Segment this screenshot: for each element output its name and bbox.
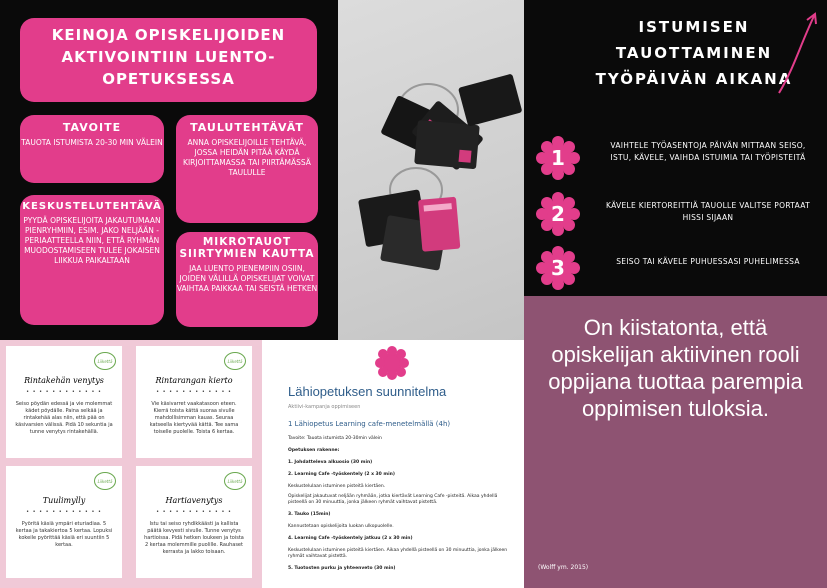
document-line: 2. Learning Cafe -työskentely (2 x 30 min) — [288, 472, 395, 477]
discussion-task-box — [20, 195, 164, 325]
stretch-cards — [0, 340, 262, 588]
goal-text: TAUOTA ISTUMISTA 20-30 MIN VÄLEIN — [21, 138, 163, 147]
quote-panel — [524, 296, 827, 588]
card-deck-illustration — [338, 0, 524, 340]
card-text: Vie käsivarret vaakatasoon eteen. Kierrä toista kättä suoraa sivulle mahdollisimman kauas. Seuraa katseella kiertyvää kättä. Tee sama toiselle puolelle. Toista 6 kertaa. — [149, 401, 239, 435]
micro-text: JAA LUENTO PIENEMPIIN OSIIN, JOIDEN VÄLILLÄ OPISKELIJAT VOIVAT VAIHTAA PAIKKAA TAI SEISTÄ HETKEN — [176, 264, 318, 293]
card-deck-photo — [338, 0, 524, 340]
micro-break-box — [176, 232, 318, 327]
flower-badge-3 — [536, 246, 580, 290]
flower-badge-1 — [536, 136, 580, 180]
document-line: Opetuksen rakenne: — [288, 448, 340, 453]
card-title: Rintakehän venytys — [24, 376, 104, 385]
document-line: 5. Tuotosten purku ja yhteenveto (30 min) — [288, 566, 396, 571]
discussion-heading: KESKUSTELUTEHTÄVÄ — [22, 201, 162, 212]
goal-box — [20, 115, 164, 183]
card-text: Pyöritä käsiä ympäri eturiadiaa. 5 kertaa ja takakiertoa 5 kertaa. Lopuksi kokeile pyörittää käsiä eri suuntiin 5 kertaa. — [15, 521, 113, 548]
sitting-poster-title: ISTUMISEN TAUOTTAMINEN TYÖPÄIVÄN AIKANA — [595, 18, 793, 88]
tip-number: 2 — [551, 202, 565, 226]
card-logo: Liikettä — [94, 472, 116, 490]
goal-heading: TAVOITE — [62, 121, 122, 134]
card-title: Hartiavenytys — [165, 496, 223, 505]
discussion-text: PYYDÄ OPISKELIJOITA JAKAUTUMAAN PIENRYHMIIN, ESIM. JAKO NELJÄÄN -PERIAATTEELLA NIIN, ETTÄ RYHMÄN MUODOSTAMISEEN TULEE JOKAISEN LIIKKUA PAIKALTAAN — [23, 216, 161, 265]
divider: • • • • • • • • • • • • — [26, 509, 102, 515]
stretch-card — [136, 466, 252, 578]
tip-text: KÄVELE KIERTOREITTIÄ TAUOLLE VALITSE PORTAAT HISSI SIJAAN — [606, 201, 810, 222]
flower-logo-icon — [375, 346, 409, 380]
poster-title-box — [20, 18, 317, 102]
card-logo: Liikettä — [224, 472, 246, 490]
board-text: ANNA OPISKELIJOILLE TEHTÄVÄ, JOSSA HEIDÄN PITÄÄ KÄYDÄ KIRJOITTAMASSA TAI PIIRTÄMÄSSÄ TAULULLE — [183, 138, 311, 177]
divider: • • • • • • • • • • • • — [26, 389, 102, 395]
micro-heading: MIKROTAUOT SIIRTYMIEN KAUTTA — [179, 236, 315, 260]
poster-title: KEINOJA OPISKELIJOIDEN AKTIVOINTIIN LUENTO-OPETUKSESSA — [51, 26, 286, 88]
document-line: 4. Learning Cafe -työskentely jatkuu (2 x 30 min) — [288, 536, 413, 541]
lesson-plan-document — [262, 340, 524, 588]
flower-badge-2 — [536, 192, 580, 236]
card-text: Seiso pöydän edessä ja vie molemmat kädet pöydälle. Paina selkää ja rintakehää alas niin, että pää on käsivarsien välissä. Pidä 10 sekuntia ja tunne venytys rintakehällä. — [15, 401, 113, 435]
card-title: Tuulimylly — [42, 496, 86, 505]
activation-poster — [0, 0, 338, 340]
tip-text: VAIHTELE TYÖASENTOJA PÄIVÄN MITTAAN SEISO, ISTU, KÄVELE, VAIHDA ISTUIMIA TAI TYÖPISTEITÄ — [610, 141, 806, 162]
document-line: Kannustetaan opiskelijoita luokan ulkopuolelle. — [288, 524, 394, 529]
document-line: Tavoite: Tauota istumista 20-30min välein — [288, 436, 382, 441]
quote-text: On kiistatonta, että opiskelijan aktiivinen rooli oppijana tuottaa parempia oppimisen tuloksia. — [548, 315, 803, 421]
card-text: Istu tai seiso ryhdikkäästi ja kallista päätä kevyesti sivulle. Tunne venytys hartioissa. Pidä hetken loukeen ja toista 2 kertaa molemmille puolille. Rauhaset kerrasta ja lakko toisaan. — [144, 521, 244, 555]
document-heading: 1 Lähiopetus Learning cafe-menetelmällä (4h) — [288, 420, 451, 428]
upward-arrow-icon — [774, 8, 824, 98]
card-title: Rintarangan kierto — [155, 376, 233, 385]
document-line: 1. Johdatteleva alkuosio (30 min) — [288, 460, 373, 465]
document-subtitle: Aktiivi-kampanja oppimiseen — [288, 404, 361, 410]
document-line: Opiskelijat jakautuvat neljään ryhmään, jotka kiertävät Learning Cafe -pisteitä. Aikaa yhdellä pisteellä on 30 minuuttia, jonka jälkeen ryhmät vaihtavat pistettä. — [288, 494, 498, 505]
tip-text: SEISO TAI KÄVELE PUHUESSASI PUHELIMESSA — [616, 257, 800, 266]
stretch-card — [6, 466, 122, 578]
divider: • • • • • • • • • • • • — [156, 389, 232, 395]
tip-number: 3 — [551, 256, 565, 280]
stretch-card — [136, 346, 252, 458]
document-line: Keskustelulaan istuminen pisteitä kiertäen. Aikaa yhdellä pisteellä on 30 minuuttia, jonka jälkeen ryhmät vaihtavat pistettä. — [288, 548, 508, 559]
document-title: Lähiopetuksen suunnitelma — [288, 384, 447, 399]
quote-citation: (Wolff ym. 2015) — [538, 564, 589, 571]
document-line: Keskustelulaan istuminen pisteitä kiertäen. — [288, 484, 386, 489]
sitting-breaks-poster — [524, 0, 827, 296]
board-task-box — [176, 115, 318, 223]
document-line: 3. Tauko (15min) — [288, 512, 331, 517]
divider: • • • • • • • • • • • • — [156, 509, 232, 515]
tip-number: 1 — [551, 146, 565, 170]
stretch-card — [6, 346, 122, 458]
card-logo: Liikettä — [94, 352, 116, 370]
board-heading: TAULUTEHTÄVÄT — [190, 121, 304, 134]
card-logo: Liikettä — [224, 352, 246, 370]
